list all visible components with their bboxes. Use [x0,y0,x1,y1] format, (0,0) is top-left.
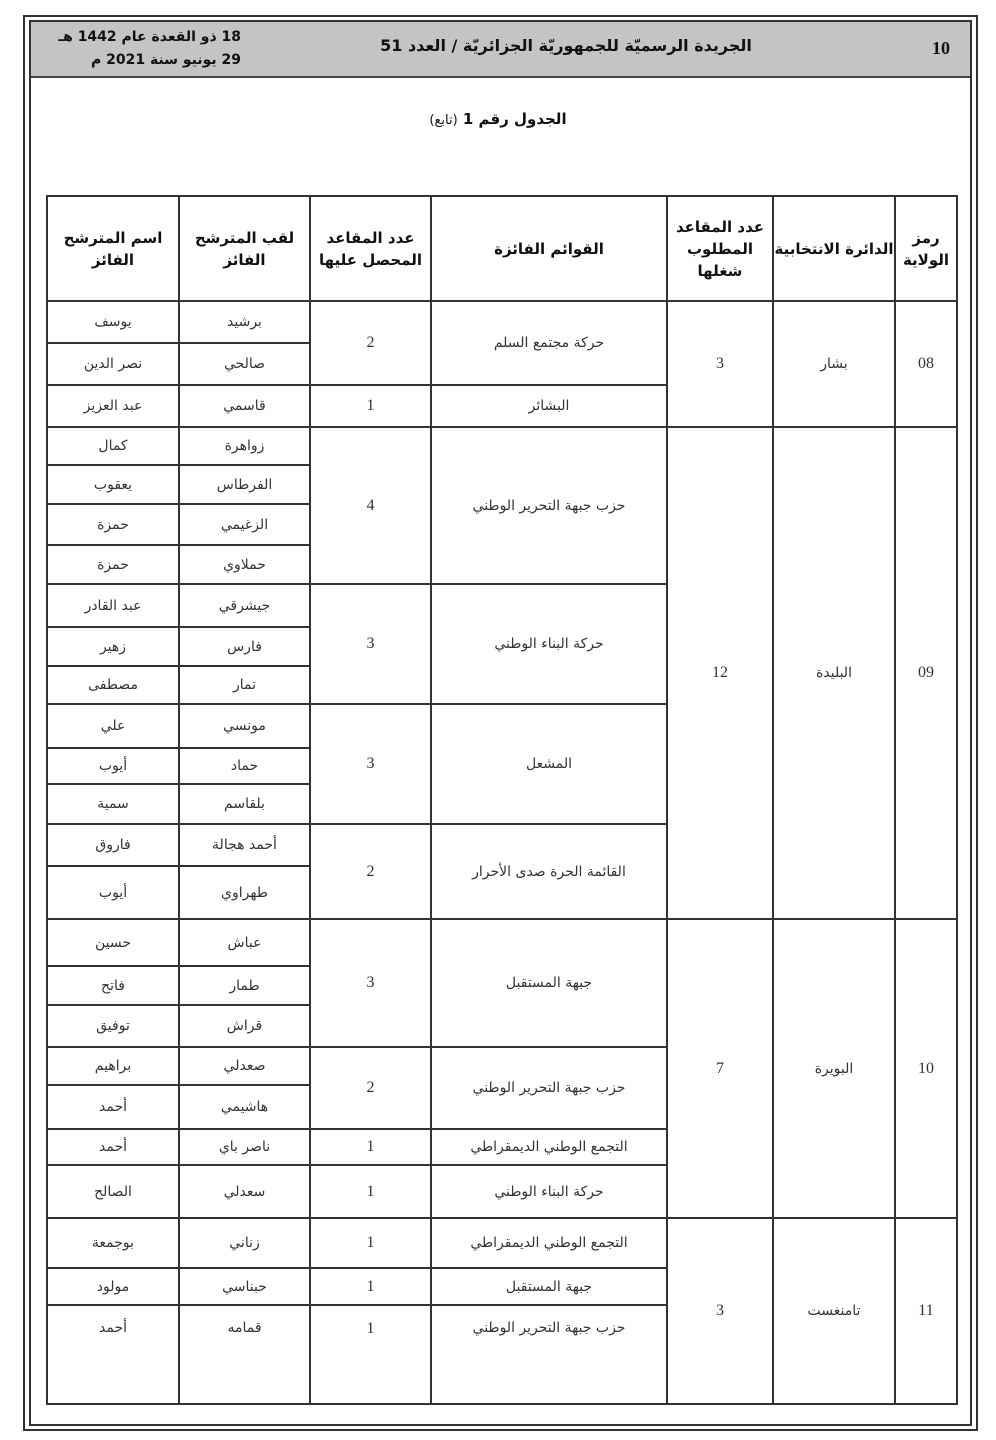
seats-obtained: 4 [310,427,431,584]
candidate-surname: تمار [179,666,310,704]
candidate-surname: زواهرة [179,427,310,465]
candidate-surname: طمار [179,966,310,1005]
candidate-surname: هاشيمي [179,1085,310,1129]
results-table [46,195,958,1405]
candidate-first-name: توفيق [47,1005,179,1047]
seats-obtained: 3 [310,704,431,824]
winning-list: حزب جبهة التحرير الوطني [431,1047,667,1129]
col-header-winning-lists: القوائم الفائزة [431,196,667,301]
candidate-first-name: سمية [47,784,179,824]
seats-required: 12 [667,427,773,919]
page-number: 10 [932,38,950,58]
seats-obtained: 2 [310,1047,431,1129]
winning-list: البشائر [431,385,667,427]
candidate-first-name: يوسف [47,301,179,343]
candidate-first-name: براهيم [47,1047,179,1085]
candidate-surname: قاسمي [179,385,310,427]
candidate-first-name: فاتح [47,966,179,1005]
seats-required: 3 [667,301,773,427]
district-name: بشار [773,301,895,427]
col-header-first-name: اسم المترشح الفائز [47,196,179,301]
district-name: تامنغست [773,1218,895,1404]
candidate-first-name: أحمد [47,1305,179,1404]
table-row [47,427,957,465]
winning-list: القائمة الحرة صدى الأحرار [431,824,667,919]
candidate-first-name: أحمد [47,1085,179,1129]
table-row [47,919,957,966]
wilaya-code: 09 [895,427,957,919]
candidate-surname: سعدلي [179,1165,310,1218]
journal-title: الجريدة الرسميّة للجمهوريّة الجزائريّة / العدد 51 [380,36,752,55]
col-header-seats-required: عدد المقاعد المطلوب شغلها [667,196,773,301]
candidate-first-name: حمزة [47,504,179,545]
candidate-first-name: عبد العزيز [47,385,179,427]
seats-obtained: 1 [310,385,431,427]
candidate-first-name: أيوب [47,748,179,784]
hijri-date: 18 ذو القعدة عام 1442 هـ [58,29,241,45]
col-header-wilaya-code: رمز الولاية [895,196,957,301]
winning-list: حزب جبهة التحرير الوطني [431,427,667,584]
candidate-first-name: مولود [47,1268,179,1305]
candidate-first-name: بوجمعة [47,1218,179,1268]
candidate-surname: قراش [179,1005,310,1047]
candidate-surname: قمامه [179,1305,310,1404]
candidate-first-name: زهير [47,627,179,666]
seats-obtained: 1 [310,1129,431,1165]
candidate-first-name: فاروق [47,824,179,866]
table-header-row [47,196,957,301]
candidate-surname: مونسي [179,704,310,748]
candidate-surname: صعدلي [179,1047,310,1085]
candidate-surname: طهراوي [179,866,310,919]
candidate-surname: بلقاسم [179,784,310,824]
candidate-first-name: يعقوب [47,465,179,504]
candidate-surname: ناصر باي [179,1129,310,1165]
candidate-surname: الفرطاس [179,465,310,504]
candidate-surname: برشيد [179,301,310,343]
page-header [31,22,970,78]
caption-title: الجدول رقم 1 [462,110,567,128]
winning-list: حركة البناء الوطني [431,1165,667,1218]
candidate-first-name: نصر الدين [47,343,179,385]
candidate-first-name: حسين [47,919,179,966]
winning-list: التجمع الوطني الديمقراطي [431,1129,667,1165]
issue-dates [41,26,241,72]
candidate-surname: حماد [179,748,310,784]
candidate-first-name: علي [47,704,179,748]
candidate-surname: حملاوي [179,545,310,584]
winning-list: حزب جبهة التحرير الوطني [431,1305,667,1404]
candidate-first-name: أيوب [47,866,179,919]
winning-list: التجمع الوطني الديمقراطي [431,1218,667,1268]
candidate-surname: عباش [179,919,310,966]
candidate-surname: حبناسي [179,1268,310,1305]
wilaya-code: 10 [895,919,957,1218]
candidate-surname: زناني [179,1218,310,1268]
candidate-first-name: عبد القادر [47,584,179,627]
gregorian-date: 29 يونيو سنة 2021 م [91,52,241,68]
seats-required: 7 [667,919,773,1218]
winning-list: حركة مجتمع السلم [431,301,667,385]
candidate-surname: جيشرقي [179,584,310,627]
district-name: البليدة [773,427,895,919]
col-header-seats-obtained: عدد المقاعد المحصل عليها [310,196,431,301]
seats-obtained: 2 [310,824,431,919]
table-row [47,301,957,343]
seats-obtained: 2 [310,301,431,385]
candidate-first-name: أحمد [47,1129,179,1165]
winning-list: حركة البناء الوطني [431,584,667,704]
table-row [47,1218,957,1268]
candidate-first-name: الصالح [47,1165,179,1218]
candidate-first-name: حمزة [47,545,179,584]
seats-required: 3 [667,1218,773,1404]
candidate-surname: الزغيمي [179,504,310,545]
wilaya-code: 11 [895,1218,957,1404]
col-header-district: الدائرة الانتخابية [773,196,895,301]
seats-obtained: 1 [310,1268,431,1305]
candidate-surname: فارس [179,627,310,666]
table-body [47,301,957,1404]
candidate-first-name: مصطفى [47,666,179,704]
seats-obtained: 3 [310,584,431,704]
district-name: البويرة [773,919,895,1218]
seats-obtained: 1 [310,1305,431,1404]
wilaya-code: 08 [895,301,957,427]
winning-list: جبهة المستقبل [431,1268,667,1305]
col-header-surname: لقب المترشح الفائز [179,196,310,301]
caption-note: (تابع) [429,113,458,128]
seats-obtained: 1 [310,1165,431,1218]
table-caption [0,110,996,128]
candidate-first-name: كمال [47,427,179,465]
candidate-surname: صالحي [179,343,310,385]
candidate-surname: أحمد هجالة [179,824,310,866]
winning-list: المشعل [431,704,667,824]
seats-obtained: 1 [310,1218,431,1268]
seats-obtained: 3 [310,919,431,1047]
winning-list: جبهة المستقبل [431,919,667,1047]
